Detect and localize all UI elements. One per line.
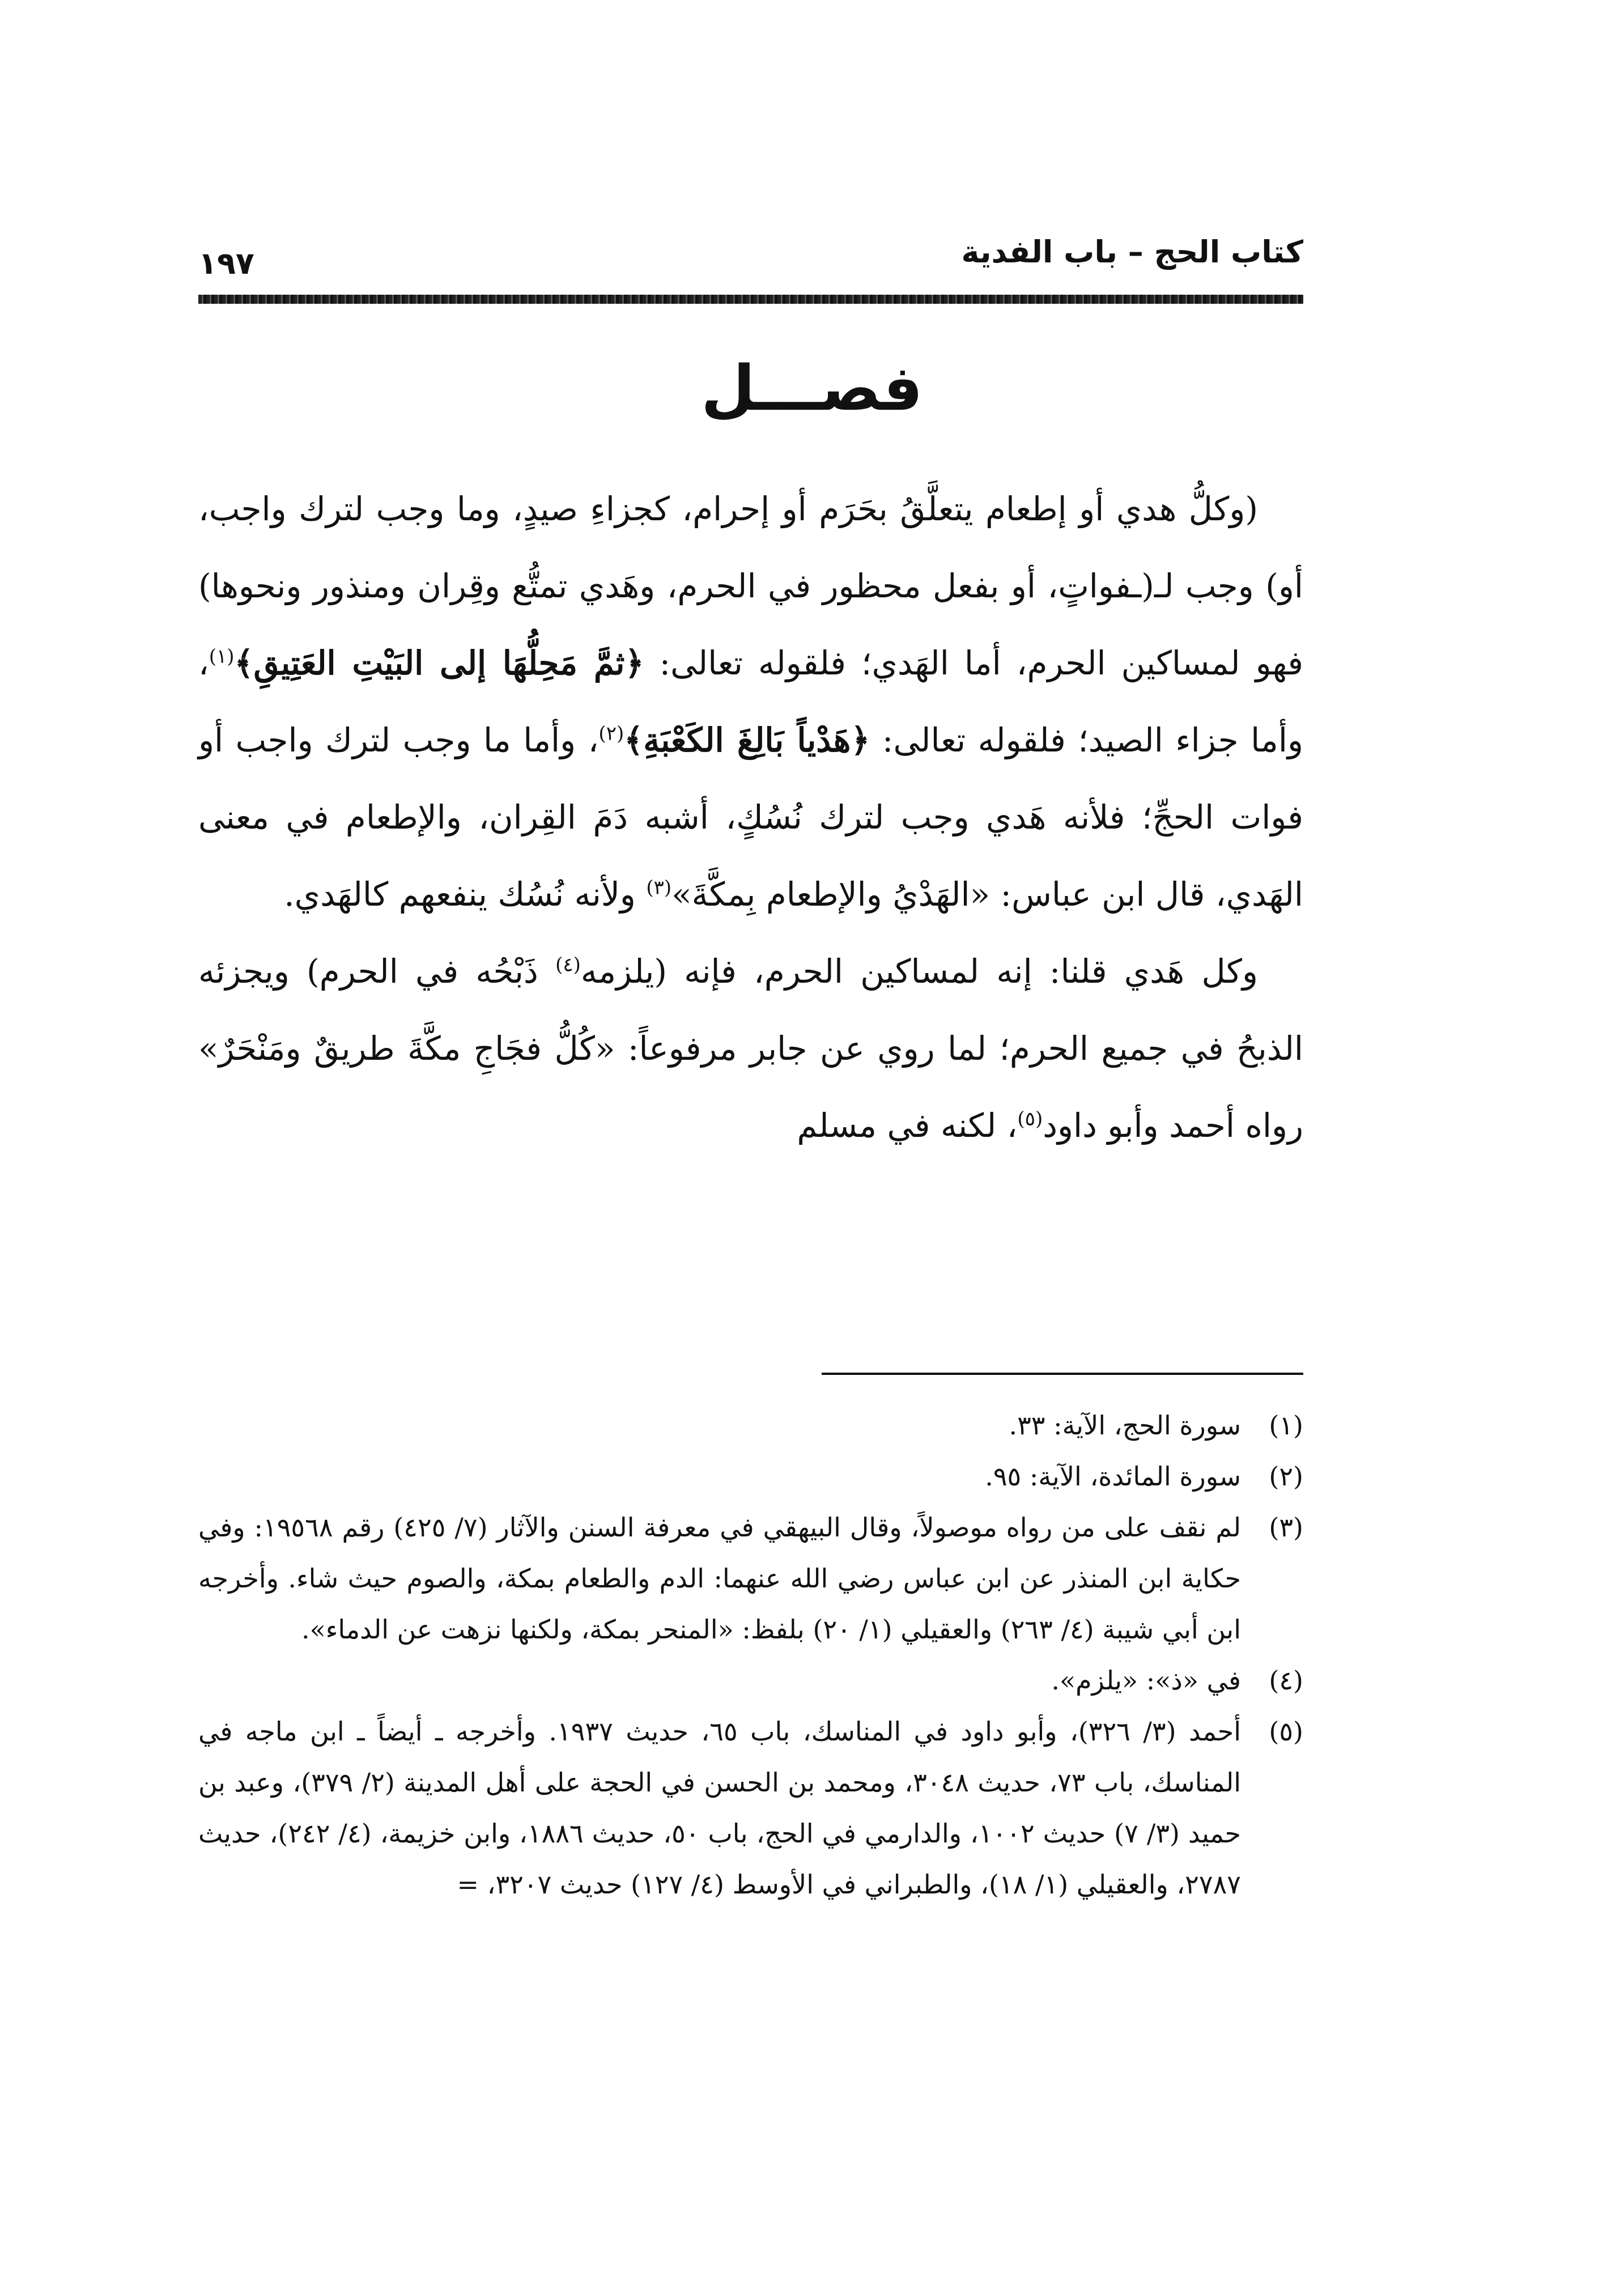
footnote-3 [198, 1502, 1303, 1655]
footnote-number: (٣) [1269, 1512, 1303, 1543]
text-run: ، وأما ما وجب لترك واجب أو فوات الحجِّ؛ فلأنه هَدي وجب لترك نُسُكٍ، أشبه دَمَ القِران، والإطعام في معنى الهَدي، قال ابن عباس: «الهَدْيُ والإطعام بِمكَّةَ» [198, 721, 1303, 914]
header-rule [198, 295, 1303, 304]
footnote-5 [198, 1706, 1303, 1910]
paragraph-2 [198, 933, 1303, 1164]
footnote-number: (٤) [1269, 1665, 1303, 1696]
footnote-text: سورة المائدة، الآية: ٩٥. [985, 1461, 1241, 1492]
main-text [198, 470, 1303, 1164]
header-title: كتاب الحج – باب الفدية [961, 234, 1303, 270]
footnote-text: لم نقف على من رواه موصولاً، وقال البيهقي في معرفة السنن والآثار (٧/ ٤٢٥) رقم ١٩٥٦٨: وفي حكاية ابن المنذر عن ابن عباس رضي الله عنهما: الدم والطعام بمكة، والصوم حيث شاء. وأخرجه ابن أبي شيبة (٤/ ٢٦٣) والعقيلي (١/ ٢٠) بلفظ: «المنحر بمكة، ولكنها نزهت عن الدماء». [198, 1512, 1241, 1645]
paragraph-1 [198, 470, 1303, 933]
text-run: ولأنه نُسُك ينفعهم كالهَدي. [284, 875, 647, 914]
page-number: ١٩٧ [198, 245, 254, 281]
section-title: فصـــل [701, 352, 923, 424]
text-run: ، لكنه في مسلم [797, 1106, 1018, 1145]
footnotes [198, 1400, 1303, 1910]
footnote-ref-3: (٣) [646, 876, 672, 899]
footnote-number: (٢) [1269, 1461, 1303, 1492]
text-run: وكل هَدي قلنا: إنه لمساكين الحرم، فإنه (يلزمه [580, 952, 1258, 991]
footnote-1 [198, 1400, 1303, 1451]
footnote-ref-2: (٢) [598, 722, 624, 745]
footnote-ref-5: (٥) [1017, 1107, 1043, 1131]
footnote-2 [198, 1451, 1303, 1502]
text-run: ذَبْحُه في الحرم) ويجزئه الذبحُ في جميع الحرم؛ لما روي عن جابر مرفوعاً: «كُلُّ فجَاجِ مكَّةَ طريقٌ ومَنْحَرٌ» رواه أحمد وأبو داود [198, 952, 1303, 1145]
footnote-ref-1: (١) [209, 645, 235, 668]
quran-verse-1: ﴿ثمَّ مَحِلُّهَا إلى البَيْتِ العَتِيقِ﴾ [234, 644, 644, 682]
quran-verse-2: ﴿هَدْياً بَالِغَ الكَعْبَةِ﴾ [624, 721, 870, 759]
footnote-number: (٥) [1269, 1716, 1303, 1747]
text-run: (وكلُّ هدي أو إطعام يتعلَّقُ بحَرَم أو إحرام، كجزاءِ صيدٍ، وما وجب لترك واجب، أو) وجب لـ(ـفواتٍ، أو بفعل محظور في الحرم، وهَدي تمتُّع وقِران ومنذور ونحوها) فهو لمساكين الحرم، أما الهَدي؛ فلقوله تعالى: [198, 490, 1304, 682]
footnote-number: (١) [1269, 1410, 1303, 1441]
footnote-text: سورة الحج، الآية: ٣٣. [1009, 1410, 1241, 1441]
footnote-4 [198, 1655, 1303, 1706]
footnote-text: أحمد (٣/ ٣٢٦)، وأبو داود في المناسك، باب ٦٥، حديث ١٩٣٧. وأخرجه ـ أيضاً ـ ابن ماجه في المناسك، باب ٧٣، حديث ٣٠٤٨، ومحمد بن الحسن في الحجة على أهل المدينة (٢/ ٣٧٩)، وعبد بن حميد (٣/ ٧) حديث ١٠٠٢، والدارمي في الحج، باب ٥٠، حديث ١٨٨٦، وابن خزيمة، (٤/ ٢٤٢)، حديث ٢٧٨٧، والعقيلي (١/ ١٨)، والطبراني في الأوسط (٤/ ١٢٧) حديث ٣٢٠٧، = [198, 1716, 1242, 1900]
footnote-separator [822, 1373, 1303, 1375]
footnote-ref-4: (٤) [555, 953, 581, 976]
running-header [198, 232, 1303, 283]
text-run: ، وأما جزاء الصيد؛ فلقوله تعالى: [198, 644, 1303, 759]
footnote-text: في «ذ»: «يلزم». [1051, 1665, 1241, 1696]
